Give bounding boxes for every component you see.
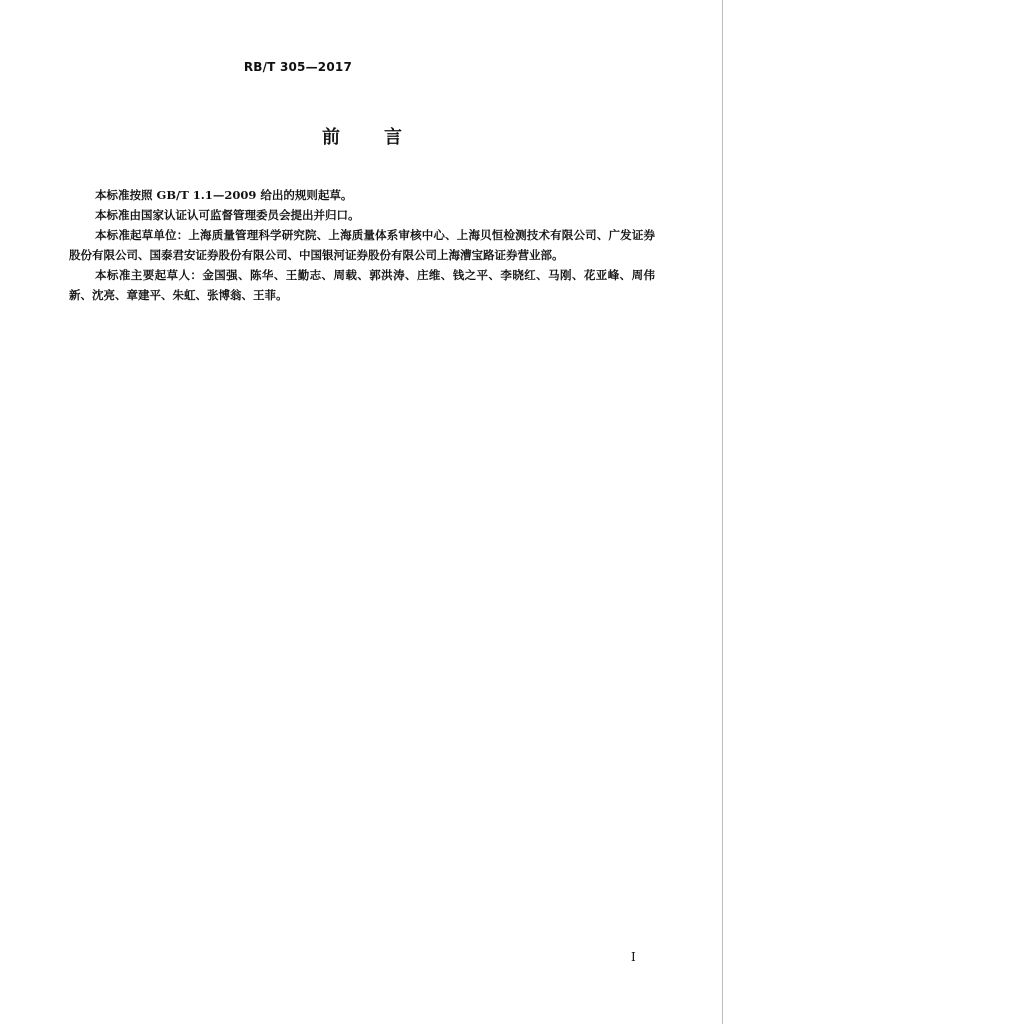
title-char-2: 言	[384, 127, 402, 148]
paragraph-proposer: 本标准由国家认证认可监督管理委员会提出并归口。	[95, 208, 360, 222]
blank-area	[723, 0, 1024, 1024]
title-char-1: 前	[322, 127, 340, 148]
paragraph-drafters: 本标准主要起草人：金国强、陈华、王勤志、周载、郭洪涛、庄维、钱之平、李晓红、马刚、花亚峰、周伟新、沈亮、章建平、朱虹、张博翁、王菲。	[69, 268, 655, 302]
paragraph-drafting-units: 本标准起草单位：上海质量管理科学研究院、上海质量体系审核中心、上海贝恒检测技术有限公司、广发证券股份有限公司、国泰君安证券股份有限公司、中国银河证券股份有限公司上海漕宝路证券营业部。	[69, 228, 655, 262]
page-number: I	[631, 950, 636, 964]
page-title	[322, 123, 402, 149]
preface-body	[69, 185, 655, 305]
paragraph-drafting-rules: 本标准按照 GB/T 1.1—2009 给出的规则起草。	[95, 188, 353, 202]
standard-code: RB/T 305—2017	[243, 60, 352, 74]
